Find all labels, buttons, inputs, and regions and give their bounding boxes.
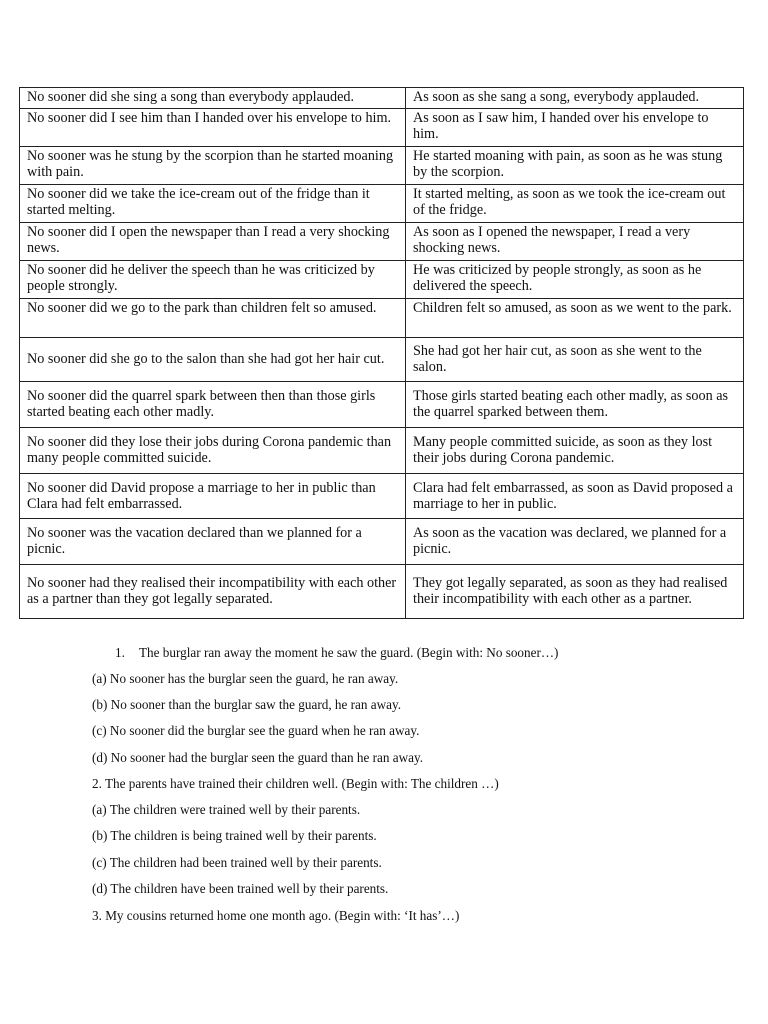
table-cell-no-sooner: No sooner was the vacation declared than we planned for a picnic. <box>20 519 406 565</box>
table-cell-no-sooner: No sooner did they lose their jobs during Corona pandemic than many people committed suicide. <box>20 428 406 474</box>
table-row <box>20 299 744 338</box>
table-row <box>20 223 744 261</box>
option-b: (b) The children is being trained well by their parents. <box>92 828 377 843</box>
question-number: 1. <box>115 645 125 660</box>
table-cell-as-soon-as: He started moaning with pain, as soon as he was stung by the scorpion. <box>406 147 744 185</box>
question-text: The burglar ran away the moment he saw the guard. (Begin with: No sooner…) <box>139 645 559 660</box>
table-cell-no-sooner: No sooner was he stung by the scorpion than he started moaning with pain. <box>20 147 406 185</box>
table-row <box>20 565 744 619</box>
option-b: (b) No sooner than the burglar saw the guard, he ran away. <box>92 697 402 712</box>
table-cell-as-soon-as: Those girls started beating each other madly, as soon as the quarrel sparked between them. <box>406 382 744 428</box>
table-row <box>20 109 744 147</box>
table-cell-no-sooner: No sooner had they realised their incompatibility with each other as a partner than they got legally separated. <box>20 565 406 619</box>
table-row <box>20 428 744 474</box>
table-row <box>20 382 744 428</box>
table-cell-no-sooner: No sooner did I open the newspaper than I read a very shocking news. <box>20 223 406 261</box>
option-c: (c) The children had been trained well by their parents. <box>92 855 382 870</box>
table-cell-as-soon-as: As soon as the vacation was declared, we planned for a picnic. <box>406 519 744 565</box>
option-d: (d) No sooner had the burglar seen the guard than he ran away. <box>92 750 424 765</box>
table-row <box>20 261 744 299</box>
option-d: (d) The children have been trained well by their parents. <box>92 881 389 896</box>
question-1 <box>115 645 558 661</box>
table-row <box>20 338 744 382</box>
table-cell-no-sooner: No sooner did the quarrel spark between then than those girls started beating each other madly. <box>20 382 406 428</box>
table-cell-as-soon-as: She had got her hair cut, as soon as she went to the salon. <box>406 338 744 382</box>
table-row <box>20 185 744 223</box>
table-row <box>20 147 744 185</box>
table-row <box>20 474 744 519</box>
table-cell-no-sooner: No sooner did he deliver the speech than he was criticized by people strongly. <box>20 261 406 299</box>
option-a: (a) The children were trained well by their parents. <box>92 802 361 817</box>
table-cell-as-soon-as: As soon as I opened the newspaper, I read a very shocking news. <box>406 223 744 261</box>
table-cell-as-soon-as: They got legally separated, as soon as they had realised their incompatibility with each other as a partner. <box>406 565 744 619</box>
table-cell-no-sooner: No sooner did I see him than I handed over his envelope to him. <box>20 109 406 147</box>
table-cell-as-soon-as: As soon as I saw him, I handed over his envelope to him. <box>406 109 744 147</box>
question-3: 3. My cousins returned home one month ago. (Begin with: ‘It has’…) <box>92 908 460 923</box>
table-row <box>20 519 744 565</box>
question-2: 2. The parents have trained their children well. (Begin with: The children …) <box>92 776 499 791</box>
table-cell-no-sooner: No sooner did we go to the park than children felt so amused. <box>20 299 406 338</box>
sentence-transformation-table <box>19 87 744 619</box>
table-cell-no-sooner: No sooner did she go to the salon than she had got her hair cut. <box>20 338 406 382</box>
table-cell-no-sooner: No sooner did she sing a song than everybody applauded. <box>20 88 406 109</box>
table-cell-as-soon-as: As soon as she sang a song, everybody applauded. <box>406 88 744 109</box>
option-a: (a) No sooner has the burglar seen the guard, he ran away. <box>92 671 399 686</box>
option-c: (c) No sooner did the burglar see the guard when he ran away. <box>92 723 420 738</box>
table-cell-as-soon-as: Clara had felt embarrassed, as soon as David proposed a marriage to her in public. <box>406 474 744 519</box>
table-row <box>20 88 744 109</box>
table-cell-as-soon-as: It started melting, as soon as we took the ice-cream out of the fridge. <box>406 185 744 223</box>
table-cell-as-soon-as: Many people committed suicide, as soon as they lost their jobs during Corona pandemic. <box>406 428 744 474</box>
table-cell-as-soon-as: He was criticized by people strongly, as soon as he delivered the speech. <box>406 261 744 299</box>
table-cell-no-sooner: No sooner did we take the ice-cream out of the fridge than it started melting. <box>20 185 406 223</box>
table-cell-as-soon-as: Children felt so amused, as soon as we went to the park. <box>406 299 744 338</box>
table-cell-no-sooner: No sooner did David propose a marriage to her in public than Clara had felt embarrassed. <box>20 474 406 519</box>
